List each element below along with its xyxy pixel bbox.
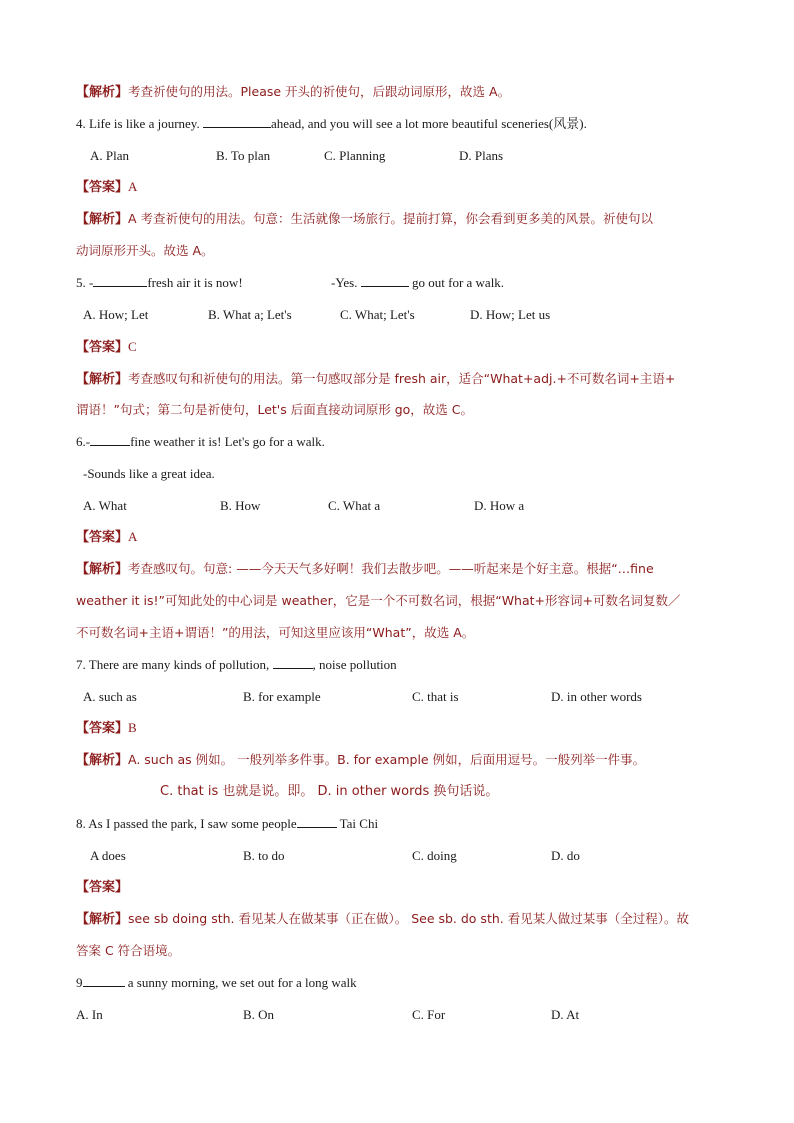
q6-answer <box>76 527 137 548</box>
q6-option-d: D. How a <box>474 498 525 513</box>
answer-value: A <box>128 179 138 194</box>
q8-option-a: A does <box>90 848 126 863</box>
analysis-text: A 考查祈使句的用法。句意：生活就像一场旅行。提前打算，你会看到更多美的风景。祈使句以 <box>128 211 654 226</box>
q5-stem-part: go out for a walk. <box>408 275 505 290</box>
q7-stem-part: , noise pollution <box>312 657 397 672</box>
q9-option-c: C. For <box>412 1007 446 1022</box>
analysis-tag: 【解析】 <box>76 912 129 927</box>
q5-stem <box>76 273 243 293</box>
q3-analysis <box>76 82 510 103</box>
q4-analysis-1 <box>76 209 653 230</box>
q9-blank <box>83 974 125 987</box>
analysis-tag: 【解析】 <box>76 85 129 100</box>
q5-blank-2 <box>361 274 409 287</box>
q5-stem-part: fresh air it is now! <box>147 275 243 290</box>
q6-option-c: C. What a <box>328 498 381 513</box>
analysis-tag: 【解析】 <box>76 212 129 227</box>
q6-blank <box>90 433 130 446</box>
q5-answer <box>76 337 137 358</box>
analysis-text: 考查祈使句的用法。Please 开头的祈使句，后跟动词原形，故选 A。 <box>128 84 511 99</box>
q5-option-d: D. How; Let us <box>470 307 551 322</box>
q8-answer <box>76 877 128 898</box>
q5-analysis-1 <box>76 369 675 390</box>
q7-analysis-1 <box>76 750 645 771</box>
q6-option-b: B. How <box>220 498 261 513</box>
q5-stem-response <box>331 273 504 293</box>
q4-option-b: B. To plan <box>216 148 271 163</box>
q6-stem <box>76 432 325 452</box>
q8-option-d: D. do <box>551 848 580 863</box>
q5-analysis-2: 谓语！”句式；第二句是祈使句，Let's 后面直接动词原形 go，故选 C。 <box>76 402 473 417</box>
q7-option-d: D. in other words <box>551 689 642 704</box>
q7-analysis-2: C. that is 也就是说。即。 D. in other words 换句话说。 <box>160 784 499 799</box>
q7-stem-part: 7. There are many kinds of pollution, <box>76 657 273 672</box>
q8-stem-part: Tai Chi <box>336 816 379 831</box>
answer-value: A <box>128 529 138 544</box>
answer-tag: 【答案】 <box>76 880 129 895</box>
q4-option-c: C. Planning <box>324 148 386 163</box>
analysis-tag: 【解析】 <box>76 372 129 387</box>
q7-option-c: C. that is <box>412 689 459 704</box>
answer-value: B <box>128 720 137 735</box>
q5-stem-part: 5. - <box>76 275 94 290</box>
q7-blank <box>273 656 313 669</box>
q8-option-c: C. doing <box>412 848 457 863</box>
q9-option-d: D. At <box>551 1007 580 1022</box>
q5-stem-part: -Yes. <box>331 275 361 290</box>
q6-analysis-3: 不可数名词+主语+谓语！”的用法，可知这里应该用“What”，故选 A。 <box>76 625 475 640</box>
analysis-text: 考查感叹句。句意: ——今天天气多好啊！我们去散步吧。——听起来是个好主意。根据“…fine <box>128 561 654 576</box>
answer-tag: 【答案】 <box>76 721 129 736</box>
q4-stem-part: ahead, and you will see a lot more beautiful sceneries(风景). <box>270 116 587 131</box>
q9-stem-part: 9 <box>76 975 83 990</box>
q7-option-a: A. such as <box>83 689 137 704</box>
q8-option-b: B. to do <box>243 848 285 863</box>
q8-analysis-1 <box>76 909 689 930</box>
q4-answer <box>76 177 137 198</box>
q4-option-d: D. Plans <box>459 148 504 163</box>
answer-value: C <box>128 339 137 354</box>
q8-stem <box>76 814 378 834</box>
q4-blank <box>203 115 271 128</box>
answer-tag: 【答案】 <box>76 340 129 355</box>
q8-blank <box>297 815 337 828</box>
answer-tag: 【答案】 <box>76 530 129 545</box>
q4-stem-part: 4. Life is like a journey. <box>76 116 203 131</box>
q6-stem-response: -Sounds like a great idea. <box>83 466 215 481</box>
q7-stem <box>76 655 397 675</box>
q9-stem <box>76 973 357 993</box>
analysis-text: 考查感叹句和祈使句的用法。第一句感叹部分是 fresh air，适合“What+adj.+不可数名词+主语+ <box>128 371 676 386</box>
q4-analysis-2: 动词原形开头。故选 A。 <box>76 243 214 258</box>
q7-answer <box>76 718 137 739</box>
q5-blank-1 <box>93 274 147 287</box>
q9-stem-part: a sunny morning, we set out for a long walk <box>124 975 357 990</box>
analysis-text: see sb doing sth. 看见某人在做某事（正在做）。 See sb. do sth. 看见某人做过某事（全过程）。故 <box>128 911 689 926</box>
q6-analysis-2: weather it is!”可知此处的中心词是 weather，它是一个不可数名词，根据“What+形容词+可数名词复数／ <box>76 593 681 608</box>
q9-option-b: B. On <box>243 1007 275 1022</box>
q5-option-b: B. What a; Let's <box>208 307 292 322</box>
q7-option-b: B. for example <box>243 689 321 704</box>
answer-tag: 【答案】 <box>76 180 129 195</box>
q9-option-a: A. In <box>76 1007 103 1022</box>
q5-option-a: A. How; Let <box>83 307 149 322</box>
analysis-tag: 【解析】 <box>76 562 129 577</box>
q8-analysis-2: 答案 C 符合语境。 <box>76 943 181 958</box>
q4-option-a: A. Plan <box>90 148 129 163</box>
q6-analysis-1 <box>76 559 654 580</box>
q4-stem <box>76 114 587 134</box>
q6-stem-part: 6.- <box>76 434 91 449</box>
q5-option-c: C. What; Let's <box>340 307 415 322</box>
q6-option-a: A. What <box>83 498 127 513</box>
analysis-text: A. such as 例如。 一般列举多件事。B. for example 例如，后面用逗号。一般列举一件事。 <box>128 752 646 767</box>
analysis-tag: 【解析】 <box>76 753 129 768</box>
q6-stem-part: fine weather it is! Let's go for a walk. <box>130 434 325 449</box>
q8-stem-part: 8. As I passed the park, I saw some people <box>76 816 297 831</box>
